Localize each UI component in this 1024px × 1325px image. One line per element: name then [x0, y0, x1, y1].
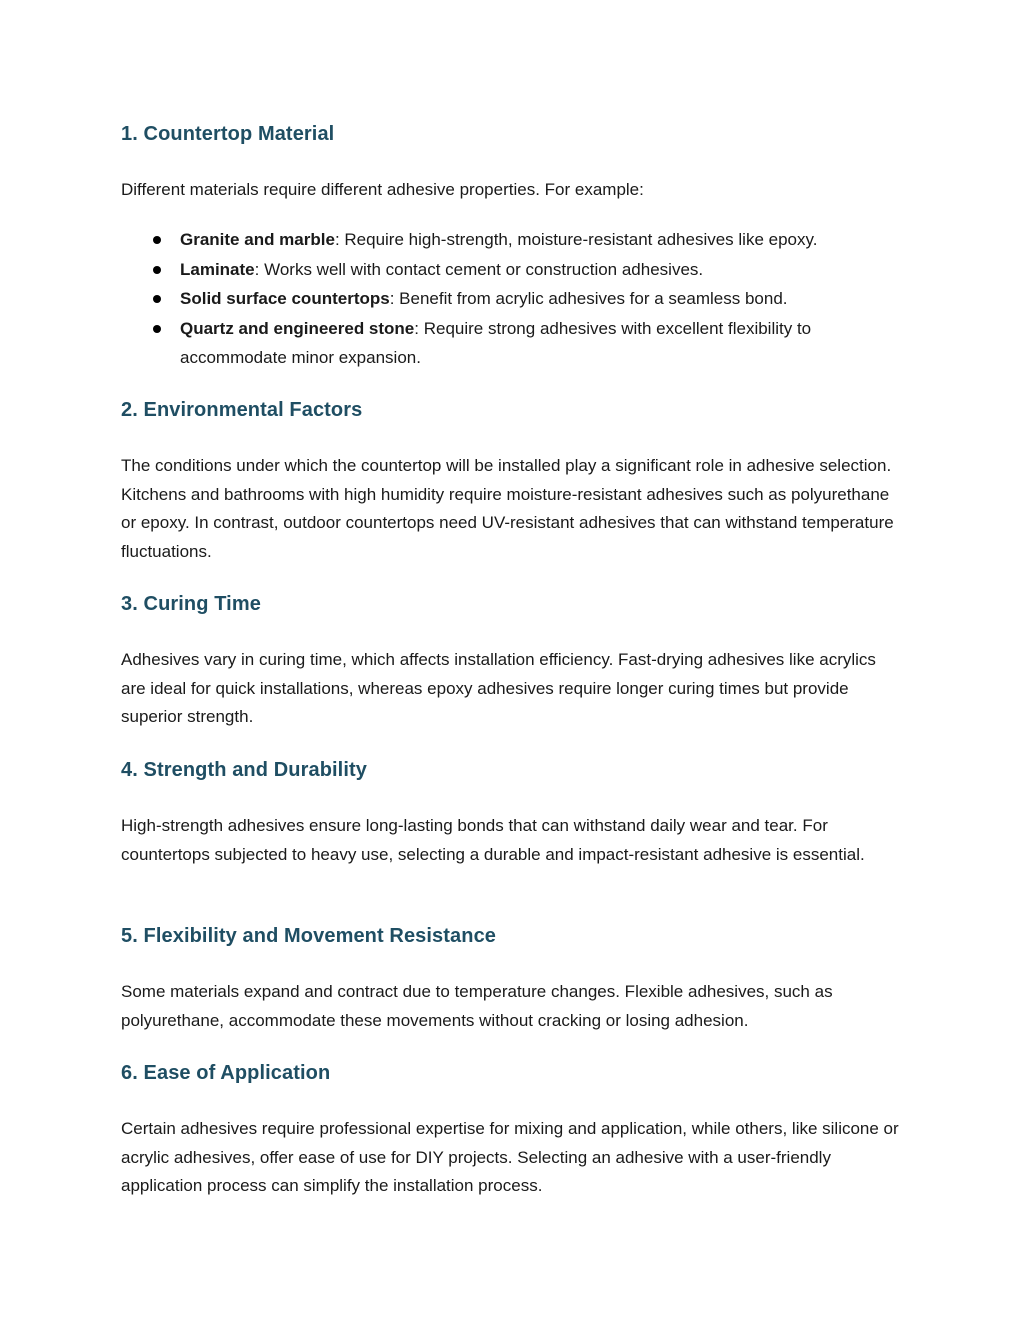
section-heading-countertop-material: 1. Countertop Material: [121, 123, 335, 145]
material-bullet-list: [121, 225, 903, 373]
bullet-icon: [153, 236, 161, 244]
section-body-ease-of-application: Certain adhesives require professional expertise for mixing and application, while others, like silicone or acrylic adhesives, offer ease of use for DIY projects. Selecting an adhesive with a user-friendly application process can simplify the installation process.: [121, 1119, 899, 1196]
bullet-text: : Benefit from acrylic adhesives for a seamless bond.: [389, 289, 788, 308]
bullet-text: : Require high-strength, moisture-resistant adhesives like epoxy.: [334, 230, 818, 249]
bullet-text: : Require strong adhesives with excellent flexibility to accommodate minor expansion.: [180, 318, 812, 367]
list-item-quartz: [180, 314, 903, 373]
section-body-environmental-factors: The conditions under which the countertop will be installed play a significant role in adhesive selection. Kitchens and bathrooms with high humidity require moisture-resistant adhesives such as polyurethane or epoxy. In contrast, outdoor countertops need UV-resistant adhesives that can withstand temperature fluctuations.: [121, 456, 894, 561]
section-body-flexibility: Some materials expand and contract due to temperature changes. Flexible adhesives, such as polyurethane, accommodate these movements without cracking or losing adhesion.: [121, 982, 833, 1030]
list-item-solid-surface: [180, 284, 903, 314]
section-body-strength-durability: High-strength adhesives ensure long-lasting bonds that can withstand daily wear and tear. For countertops subjected to heavy use, selecting a durable and impact-resistant adhesive is essential.: [121, 816, 865, 864]
list-item-laminate: [180, 255, 903, 285]
section-heading-environmental-factors: 2. Environmental Factors: [121, 399, 363, 421]
section-body-curing-time: Adhesives vary in curing time, which affects installation efficiency. Fast-drying adhesives like acrylics are ideal for quick installations, whereas epoxy adhesives require longer curing times but provide superior strength.: [121, 650, 876, 727]
section-heading-flexibility: 5. Flexibility and Movement Resistance: [121, 925, 497, 947]
section-heading-ease-of-application: 6. Ease of Application: [121, 1062, 331, 1084]
section-heading-curing-time: 3. Curing Time: [121, 593, 261, 615]
section-heading-strength-durability: 4. Strength and Durability: [121, 759, 367, 781]
bullet-term: Quartz and engineered stone: [180, 318, 415, 338]
bullet-term: Granite and marble: [180, 230, 335, 249]
bullet-icon: [153, 325, 161, 333]
bullet-term: Solid surface countertops: [180, 289, 390, 308]
bullet-text: : Works well with contact cement or construction adhesives.: [254, 259, 704, 279]
section-intro-countertop-material: Different materials require different adhesive properties. For example:: [121, 180, 644, 199]
list-item-granite: [180, 225, 903, 255]
bullet-icon: [153, 295, 161, 303]
bullet-icon: [153, 266, 161, 274]
bullet-term: Laminate: [180, 259, 255, 279]
